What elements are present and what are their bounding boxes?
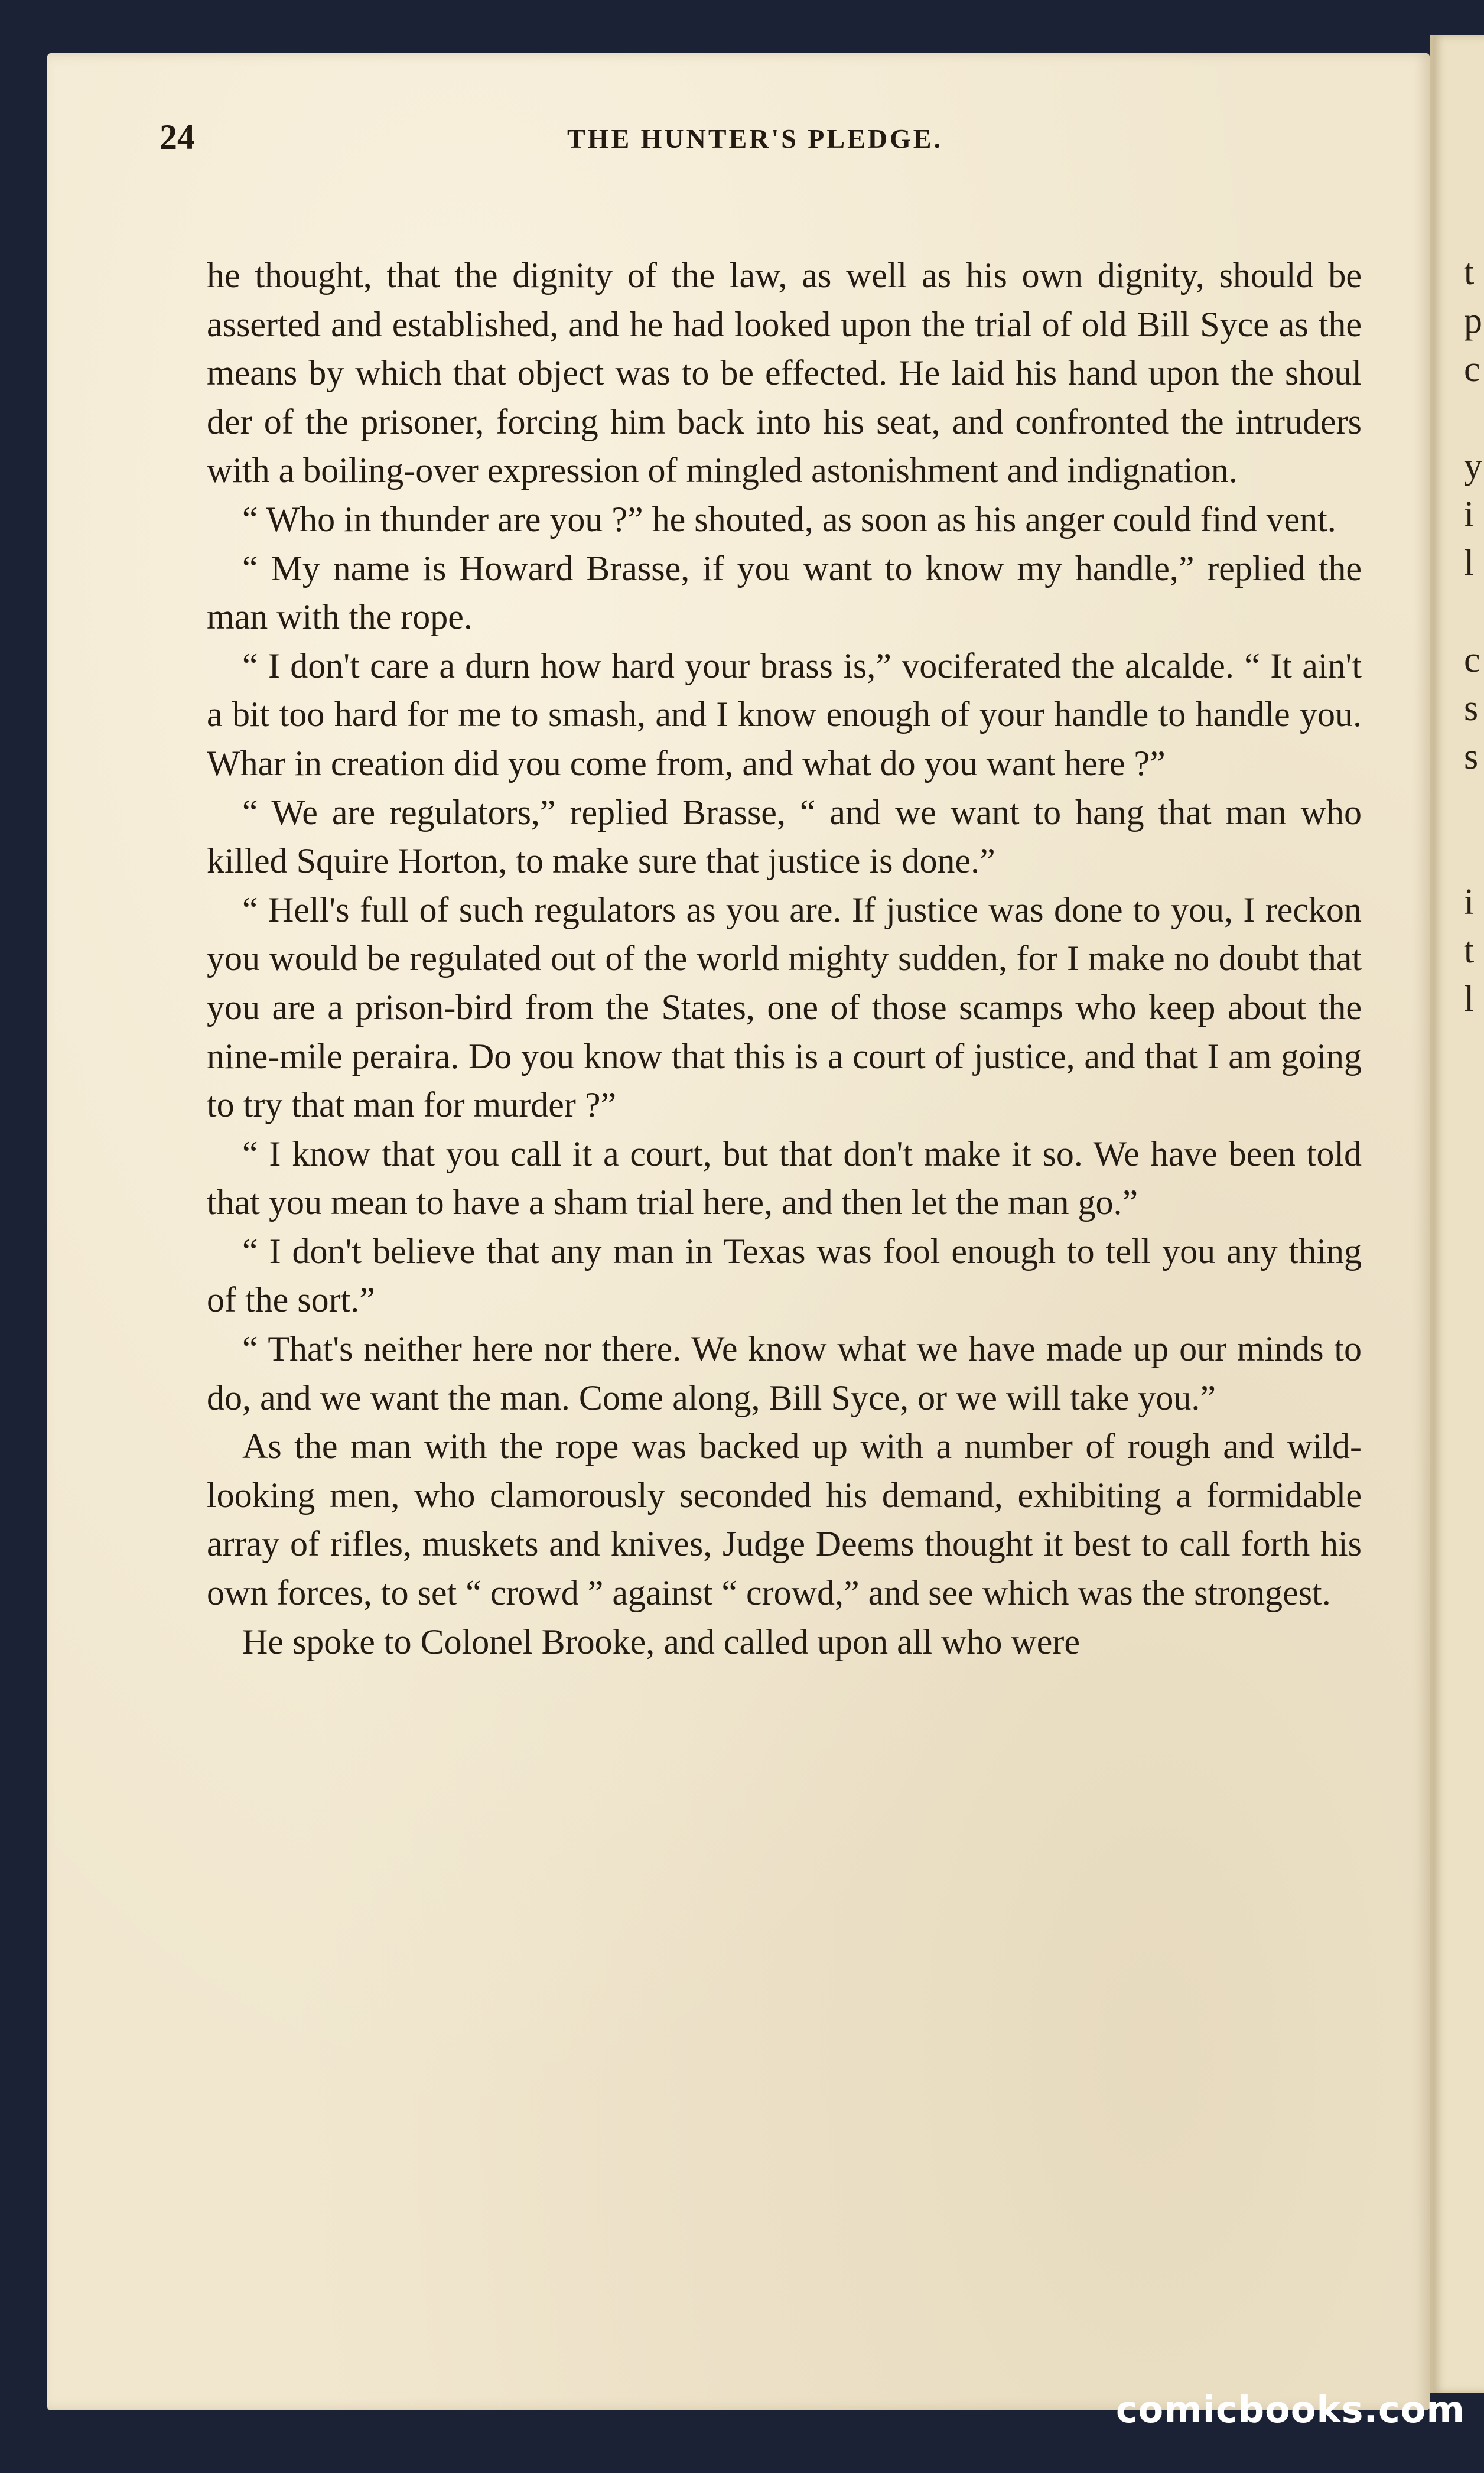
paragraph: “ I don't believe that any man in Texas was fool enough to tell you any thing of the sort.” <box>207 1231 1362 1320</box>
facing-page-glyph: c <box>1464 349 1480 389</box>
facing-page-glyph: t <box>1464 930 1475 971</box>
facing-page-glyph: l <box>1464 543 1475 583</box>
running-title: THE HUNTER'S PLEDGE. <box>567 123 943 154</box>
facing-page-glyph <box>1464 781 1484 829</box>
facing-page-text-fragments <box>1464 248 1484 1023</box>
facing-page-glyph: s <box>1464 737 1479 777</box>
paragraph: He spoke to Colonel Brooke, and called upon all who were <box>242 1622 1080 1661</box>
watermark-text: comicbooks.com <box>1115 2388 1465 2431</box>
facing-page-glyph <box>1464 587 1484 636</box>
page-header <box>160 117 1341 176</box>
paragraph: As the man with the rope was backed up with a number of rough and wild-looking men, who clamorously seconded his demand, exhibiting a formidable array of rifles, muskets and knives, Judge Deems thought it best to call forth his own forces, to set “ crowd ” against “ crowd,” and see which was the strongest. <box>207 1427 1362 1613</box>
facing-page-glyph: y <box>1464 446 1482 486</box>
page-number: 24 <box>160 118 195 157</box>
paragraph: “ We are regulators,” replied Brasse, “ and we want to hang that man who killed Squire Horton, to make sure that justice is done.” <box>207 792 1362 881</box>
facing-page-glyph: i <box>1464 882 1475 922</box>
paragraph: “ That's neither here nor there. We know what we have made up our minds to do, and we want the man. Come along, Bill Syce, or we will take you.” <box>207 1329 1362 1417</box>
paragraph: he thought, that the dignity of the law, as well as his own dignity, should be asserted and established, and he had looked upon the trial of old Bill Syce as the means by which that object was to be effected. He laid his hand upon the shoul der of the prisoner, forcing him back into his seat, and confronted the intruders with a boiling-over expression of mingled astonishment and indignation. <box>207 256 1362 490</box>
paragraph: “ I don't care a durn how hard your brass is,” vociferated the alcalde. “ It ain't a bit too hard for me to smash, and I know enough of your handle to handle you. Whar in creation did you come from, and what do you want here ?” <box>207 646 1362 783</box>
paragraph: “ I know that you call it a court, but that don't make it so. We have been told that you mean to have a sham trial here, and then let the man go.” <box>207 1134 1362 1222</box>
paragraph: “ Hell's full of such regulators as you are. If justice was done to you, I reckon you would be regulated out of the world mighty sudden, for I make no doubt that you are a prison-bird from the States, one of those scamps who keep about the nine-mile peraira. Do you know that this is a court of justice, and that I am going to try that man for murder ?” <box>207 890 1362 1125</box>
facing-page-glyph: i <box>1464 494 1475 535</box>
facing-page-glyph <box>1464 393 1484 442</box>
facing-page-glyph: t <box>1464 252 1475 292</box>
body-text <box>207 251 1362 1666</box>
facing-page-glyph <box>1464 829 1484 878</box>
paragraph: “ Who in thunder are you ?” he shouted, as soon as his anger could find vent. <box>242 499 1336 539</box>
facing-page-glyph: c <box>1464 640 1480 680</box>
paragraph: “ My name is Howard Brasse, if you want to know my handle,” replied the man with the rope. <box>207 548 1362 637</box>
facing-page-glyph: s <box>1464 688 1479 728</box>
facing-page-glyph: l <box>1464 979 1475 1019</box>
facing-page-glyph: p <box>1464 301 1482 341</box>
